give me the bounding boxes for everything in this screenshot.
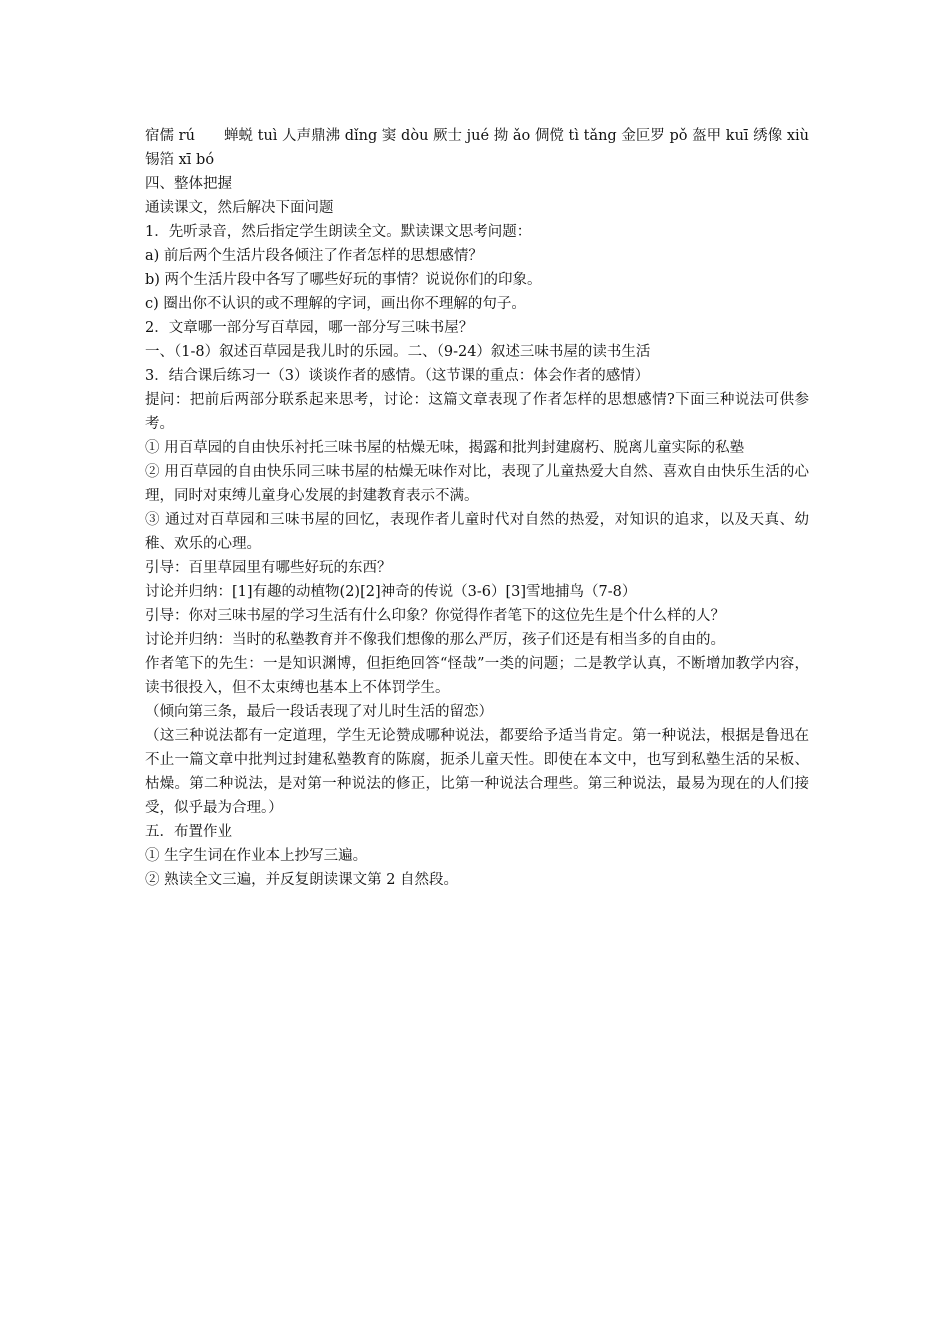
section-heading-overall: 四、整体把握 bbox=[145, 176, 232, 192]
question-1c: c) 圈出你不认识的或不理解的字词，画出你不理解的句子。 bbox=[145, 296, 526, 312]
question-1: 1．先听录音，然后指定学生朗读全文。默读课文思考问题： bbox=[145, 224, 532, 240]
question-1a: a) 前后两个生活片段各倾注了作者怎样的思想感情？ bbox=[145, 248, 483, 264]
guide-sanwei: 引导：你对三味书屋的学习生活有什么印象？你觉得作者笔下的这位先生是个什么样的人？ bbox=[145, 608, 725, 624]
homework-2: ② 熟读全文三遍，并反复朗读课文第 2 自然段。 bbox=[145, 872, 459, 888]
option-3: ③ 通过对百草园和三味书屋的回忆，表现作者儿童时代对自然的热爱，对知识的追求，以及天真、幼稚、欢乐的心理。 bbox=[145, 512, 809, 552]
question-2: 2．文章哪一部分写百草园，哪一部分写三味书屋？ bbox=[145, 320, 474, 336]
commentary-paragraph: （这三种说法都有一定道理，学生无论赞成哪种说法，都要给予适当肯定。第一种说法，根据是鲁迅在不止一篇文章中批判过封建私塾教育的陈腐，扼杀儿童天性。即使在本文中，也写到私塾生活的呆板、枯燥。第二种说法，是对第一种说法的修正，比第一种说法合理些。第三种说法，最易为现在的人们接受，似乎最为合理。） bbox=[145, 728, 809, 816]
pinyin-vocabulary-line: 宿儒 rú 蝉蜕 tuì 人声鼎沸 dǐng 窦 dòu 厥士 jué 拗 ǎo 倜傥 tì tǎng 金叵罗 pǒ 盔甲 kuī 绣像 xiù 锡箔 xī bó bbox=[145, 128, 809, 168]
discussion-prompt: 提问：把前后两部分联系起来思考，讨论：这篇文章表现了作者怎样的思想感情?下面三种说法可供参考。 bbox=[145, 392, 809, 432]
summary-sanwei: 讨论并归纳：当时的私塾教育并不像我们想像的那么严厉，孩子们还是有相当多的自由的。 bbox=[145, 632, 725, 648]
homework-1: ① 生字生词在作业本上抄写三遍。 bbox=[145, 848, 368, 864]
answer-2: 一、（1-8）叙述百草园是我儿时的乐园。二、（9-24）叙述三味书屋的读书生活 bbox=[145, 344, 651, 360]
teacher-description: 作者笔下的先生：一是知识渊博，但拒绝回答“怪哉”一类的问题；二是教学认真，不断增加教学内容，读书很投入，但不太束缚也基本上不体罚学生。 bbox=[145, 656, 809, 696]
option-1: ① 用百草园的自由快乐衬托三味书屋的枯燥无味，揭露和批判封建腐朽、脱离儿童实际的私塾 bbox=[145, 440, 745, 456]
section-heading-homework: 五．布置作业 bbox=[145, 824, 232, 840]
question-3: 3．结合课后练习一（3）谈谈作者的感情。（这节课的重点：体会作者的感情） bbox=[145, 368, 650, 384]
summary-baicaoyuan: 讨论并归纳：[1]有趣的动植物(2)[2]神奇的传说（3-6）[3]雪地捕鸟（7-8） bbox=[145, 584, 637, 600]
instruction-line: 通读课文，然后解决下面问题 bbox=[145, 200, 334, 216]
guide-baicaoyuan: 引导：百里草园里有哪些好玩的东西？ bbox=[145, 560, 392, 576]
document-body bbox=[145, 124, 809, 892]
question-1b: b) 两个生活片段中各写了哪些好玩的事情？说说你们的印象。 bbox=[145, 272, 542, 288]
option-2: ② 用百草园的自由快乐同三味书屋的枯燥无味作对比，表现了儿童热爱大自然、喜欢自由快乐生活的心理，同时对束缚儿童身心发展的封建教育表示不满。 bbox=[145, 464, 809, 504]
preference-note: （倾向第三条，最后一段话表现了对儿时生活的留恋） bbox=[145, 704, 493, 720]
